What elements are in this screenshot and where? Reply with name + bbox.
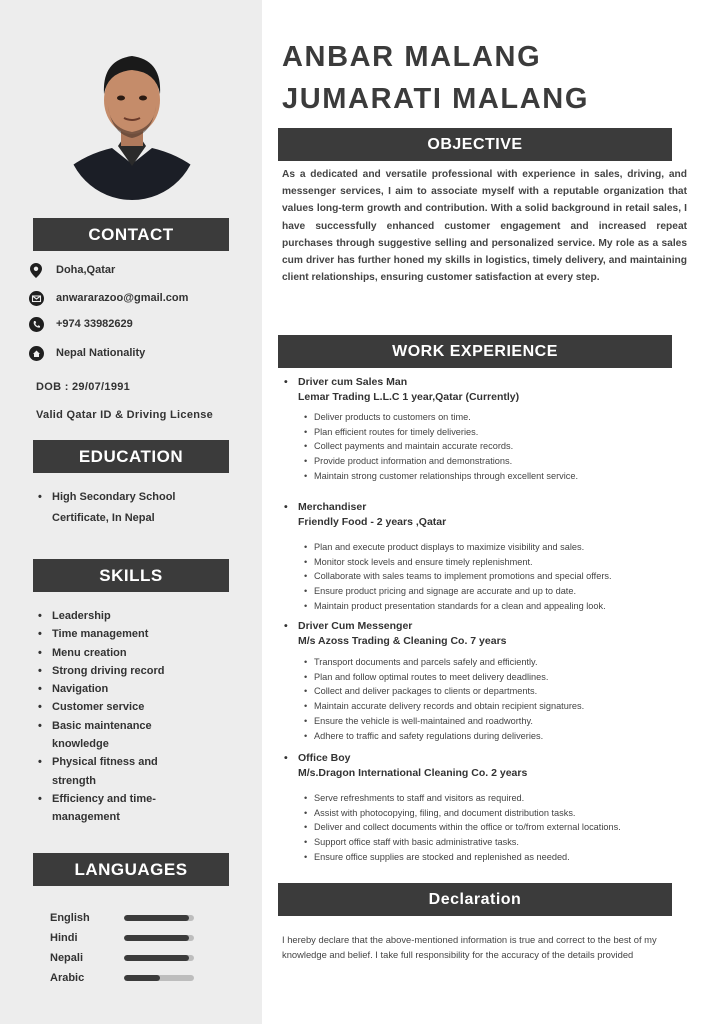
job-duty: • Plan and execute product displays to maximize visibility and sales.	[304, 542, 585, 552]
job-company: M/s.Dragon International Cleaning Co. 2 years	[298, 767, 528, 779]
job-title: Driver cum Sales Man	[298, 376, 408, 388]
skill-item-cont: strength	[52, 774, 96, 787]
job-duty: • Monitor stock levels and ensure timely replenishment.	[304, 556, 533, 567]
skill-item: • Strong driving record	[38, 664, 165, 677]
job-duty: • Deliver and collect documents within the office or to/from external locations.	[304, 822, 621, 833]
language-name: Nepali	[50, 952, 84, 964]
language-level-track	[124, 975, 194, 981]
job-duty: • Support office staff with basic administrative tasks.	[304, 837, 519, 848]
job-duty: • Assist with photocopying, filing, and document distribution tasks.	[304, 807, 576, 818]
job-duty: • Transport documents and parcels safely and efficiently.	[304, 657, 538, 667]
language-level-track	[124, 935, 194, 941]
skill-item: • Navigation	[38, 683, 109, 696]
phone-icon	[28, 316, 44, 332]
job-company: Lemar Trading L.L.C 1 year,Qatar (Currently)	[298, 391, 520, 403]
skill-item: • Physical fitness and	[38, 756, 158, 769]
job-duty: • Collect payments and maintain accurate records.	[304, 441, 514, 452]
language-row	[50, 928, 210, 948]
language-level-fill	[124, 935, 189, 941]
skill-item: • Leadership	[38, 610, 111, 622]
language-level-track	[124, 955, 194, 961]
education-heading: EDUCATION	[33, 440, 229, 473]
job-duty: • Plan efficient routes for timely deliveries.	[304, 426, 479, 437]
email-text[interactable]: anwararazoo@gmail.com	[56, 292, 189, 304]
job-duty: • Provide product information and demonstrations.	[304, 456, 513, 467]
job-duty: • Adhere to traffic and safety regulations during deliveries.	[304, 730, 544, 741]
work-experience-heading: WORK EXPERIENCE	[278, 335, 672, 368]
job-entry: • Driver cum Sales Man Lemar Trading L.L.C 1 year,Qatar (Currently) • Deliver products to customers on time. • Plan efficient routes for timely deliveries. • Collect payments and maintain accurate records. • Provide product information and demonstrations. • Maintain strong customer relationships through excellent service.	[284, 375, 704, 484]
language-name: Arabic	[50, 972, 85, 984]
skill-item-cont: knowledge	[52, 738, 109, 751]
job-entry: • Office Boy M/s.Dragon International Cleaning Co. 2 years • Serve refreshments to staff and visitors as required. • Assist with photocopying, filing, and document distribution tasks. • Deliver and collect documents within the office or to/from external locations. • Support office staff with basic administrative tasks. • Ensure office supplies are stocked and replenished as needed.	[284, 751, 704, 865]
location-pin-icon	[28, 262, 44, 278]
language-level-fill	[124, 975, 160, 981]
education-line-1: High Secondary School	[52, 491, 176, 503]
skill-item: • Customer service	[38, 701, 145, 714]
location-text: Doha,Qatar	[56, 264, 116, 276]
languages-heading: LANGUAGES	[33, 853, 229, 886]
job-entry: • Driver Cum Messenger M/s Azoss Trading & Cleaning Co. 7 years • Transport documents and parcels safely and efficiently. • Plan and follow optimal routes to meet delivery deadlines. • Collect and deliver packages to clients or departments. • Maintain accurate delivery records and obtain recipient signatures. • Ensure the vehicle is well-maintained and roadworthy. • Adhere to traffic and safety regulations during deliveries.	[284, 619, 704, 743]
language-level-fill	[124, 915, 189, 921]
job-title: Office Boy	[298, 752, 351, 764]
language-name: English	[50, 912, 90, 924]
job-title: Driver Cum Messenger	[298, 620, 413, 632]
education-line-2: Certificate, In Nepal	[52, 512, 155, 524]
job-duty: • Collaborate with sales teams to implement promotions and special offers.	[304, 571, 612, 582]
job-duty: • Maintain accurate delivery records and obtain recipient signatures.	[304, 701, 585, 712]
job-duty: • Maintain strong customer relationships through excellent service.	[304, 470, 579, 481]
objective-text: As a dedicated and versatile professional with experience in sales, driving, and messenger services, I aim to associate myself with a reputable organization that values long-term growth and contribution. With a solid background in retail sales, I have successfully enhanced customer engagement and increased repeat purchases through suggestive selling and personalized service. My role as a sales cum driver has further honed my skills in logistics, timely delivery, and maintaining client relationships, ensuring customer satisfaction at every step.	[282, 169, 687, 284]
language-row	[50, 968, 210, 988]
name-line-2: JUMARATI MALANG	[282, 83, 589, 115]
language-name: Hindi	[50, 932, 78, 944]
name-line-1: ANBAR MALANG	[282, 41, 542, 73]
valid-id: Valid Qatar ID & Driving License	[36, 409, 214, 421]
skill-item: • Basic maintenance	[38, 719, 152, 732]
language-row	[50, 908, 210, 928]
job-duty: • Deliver products to customers on time.	[304, 412, 471, 422]
email-icon	[28, 290, 44, 306]
objective-heading: OBJECTIVE	[278, 128, 672, 161]
languages-list	[50, 908, 210, 988]
dob: DOB : 29/07/1991	[36, 381, 131, 393]
job-entry: • Merchandiser Friendly Food - 2 years ,Qatar • Plan and execute product displays to maximize visibility and sales. • Monitor stock levels and ensure timely replenishment. • Collaborate with sales teams to implement promotions and special offers. • Ensure product pricing and signage are accurate and up to date. • Maintain product presentation standards for a clean and appealing look.	[284, 500, 704, 614]
contact-location	[28, 262, 258, 278]
declaration-text: I hereby declare that the above-mentioned information is true and correct to the best of my knowledge and belief. I take full responsibility for the accuracy of the details provided	[282, 934, 657, 961]
profile-photo	[66, 42, 198, 200]
declaration-heading: Declaration	[278, 883, 672, 916]
skills-heading: SKILLS	[33, 559, 229, 592]
skill-item: • Time management	[38, 628, 149, 641]
skill-item: • Efficiency and time-	[38, 792, 156, 805]
job-company: Friendly Food - 2 years ,Qatar	[298, 516, 447, 528]
language-level-track	[124, 915, 194, 921]
education-list: • High Secondary School Certificate, In Nepal	[38, 487, 238, 529]
phone-text[interactable]: +974 33982629	[56, 318, 133, 330]
job-company: M/s Azoss Trading & Cleaning Co. 7 years	[298, 635, 507, 647]
contact-nationality	[28, 345, 258, 361]
job-duty: • Plan and follow optimal routes to meet delivery deadlines.	[304, 671, 549, 682]
job-duty: • Collect and deliver packages to clients or departments.	[304, 686, 538, 697]
contact-phone[interactable]	[28, 316, 258, 332]
full-name	[282, 36, 702, 120]
skill-item: • Menu creation	[38, 646, 127, 659]
language-row	[50, 948, 210, 968]
job-duty: • Ensure product pricing and signage are accurate and up to date.	[304, 586, 577, 597]
job-title: Merchandiser	[298, 501, 367, 513]
contact-heading: CONTACT	[33, 218, 229, 251]
job-duty: • Maintain product presentation standards for a clean and appealing look.	[304, 600, 606, 611]
job-duty: • Serve refreshments to staff and visitors as required.	[304, 793, 525, 803]
home-icon	[28, 345, 44, 361]
contact-email[interactable]	[28, 290, 258, 306]
language-level-fill	[124, 955, 189, 961]
job-duty: • Ensure office supplies are stocked and replenished as needed.	[304, 851, 570, 862]
skill-item-cont: management	[52, 811, 120, 824]
skills-list	[38, 607, 238, 827]
job-duty: • Ensure the vehicle is well-maintained and roadworthy.	[304, 715, 533, 726]
nationality-text: Nepal Nationality	[56, 347, 146, 359]
